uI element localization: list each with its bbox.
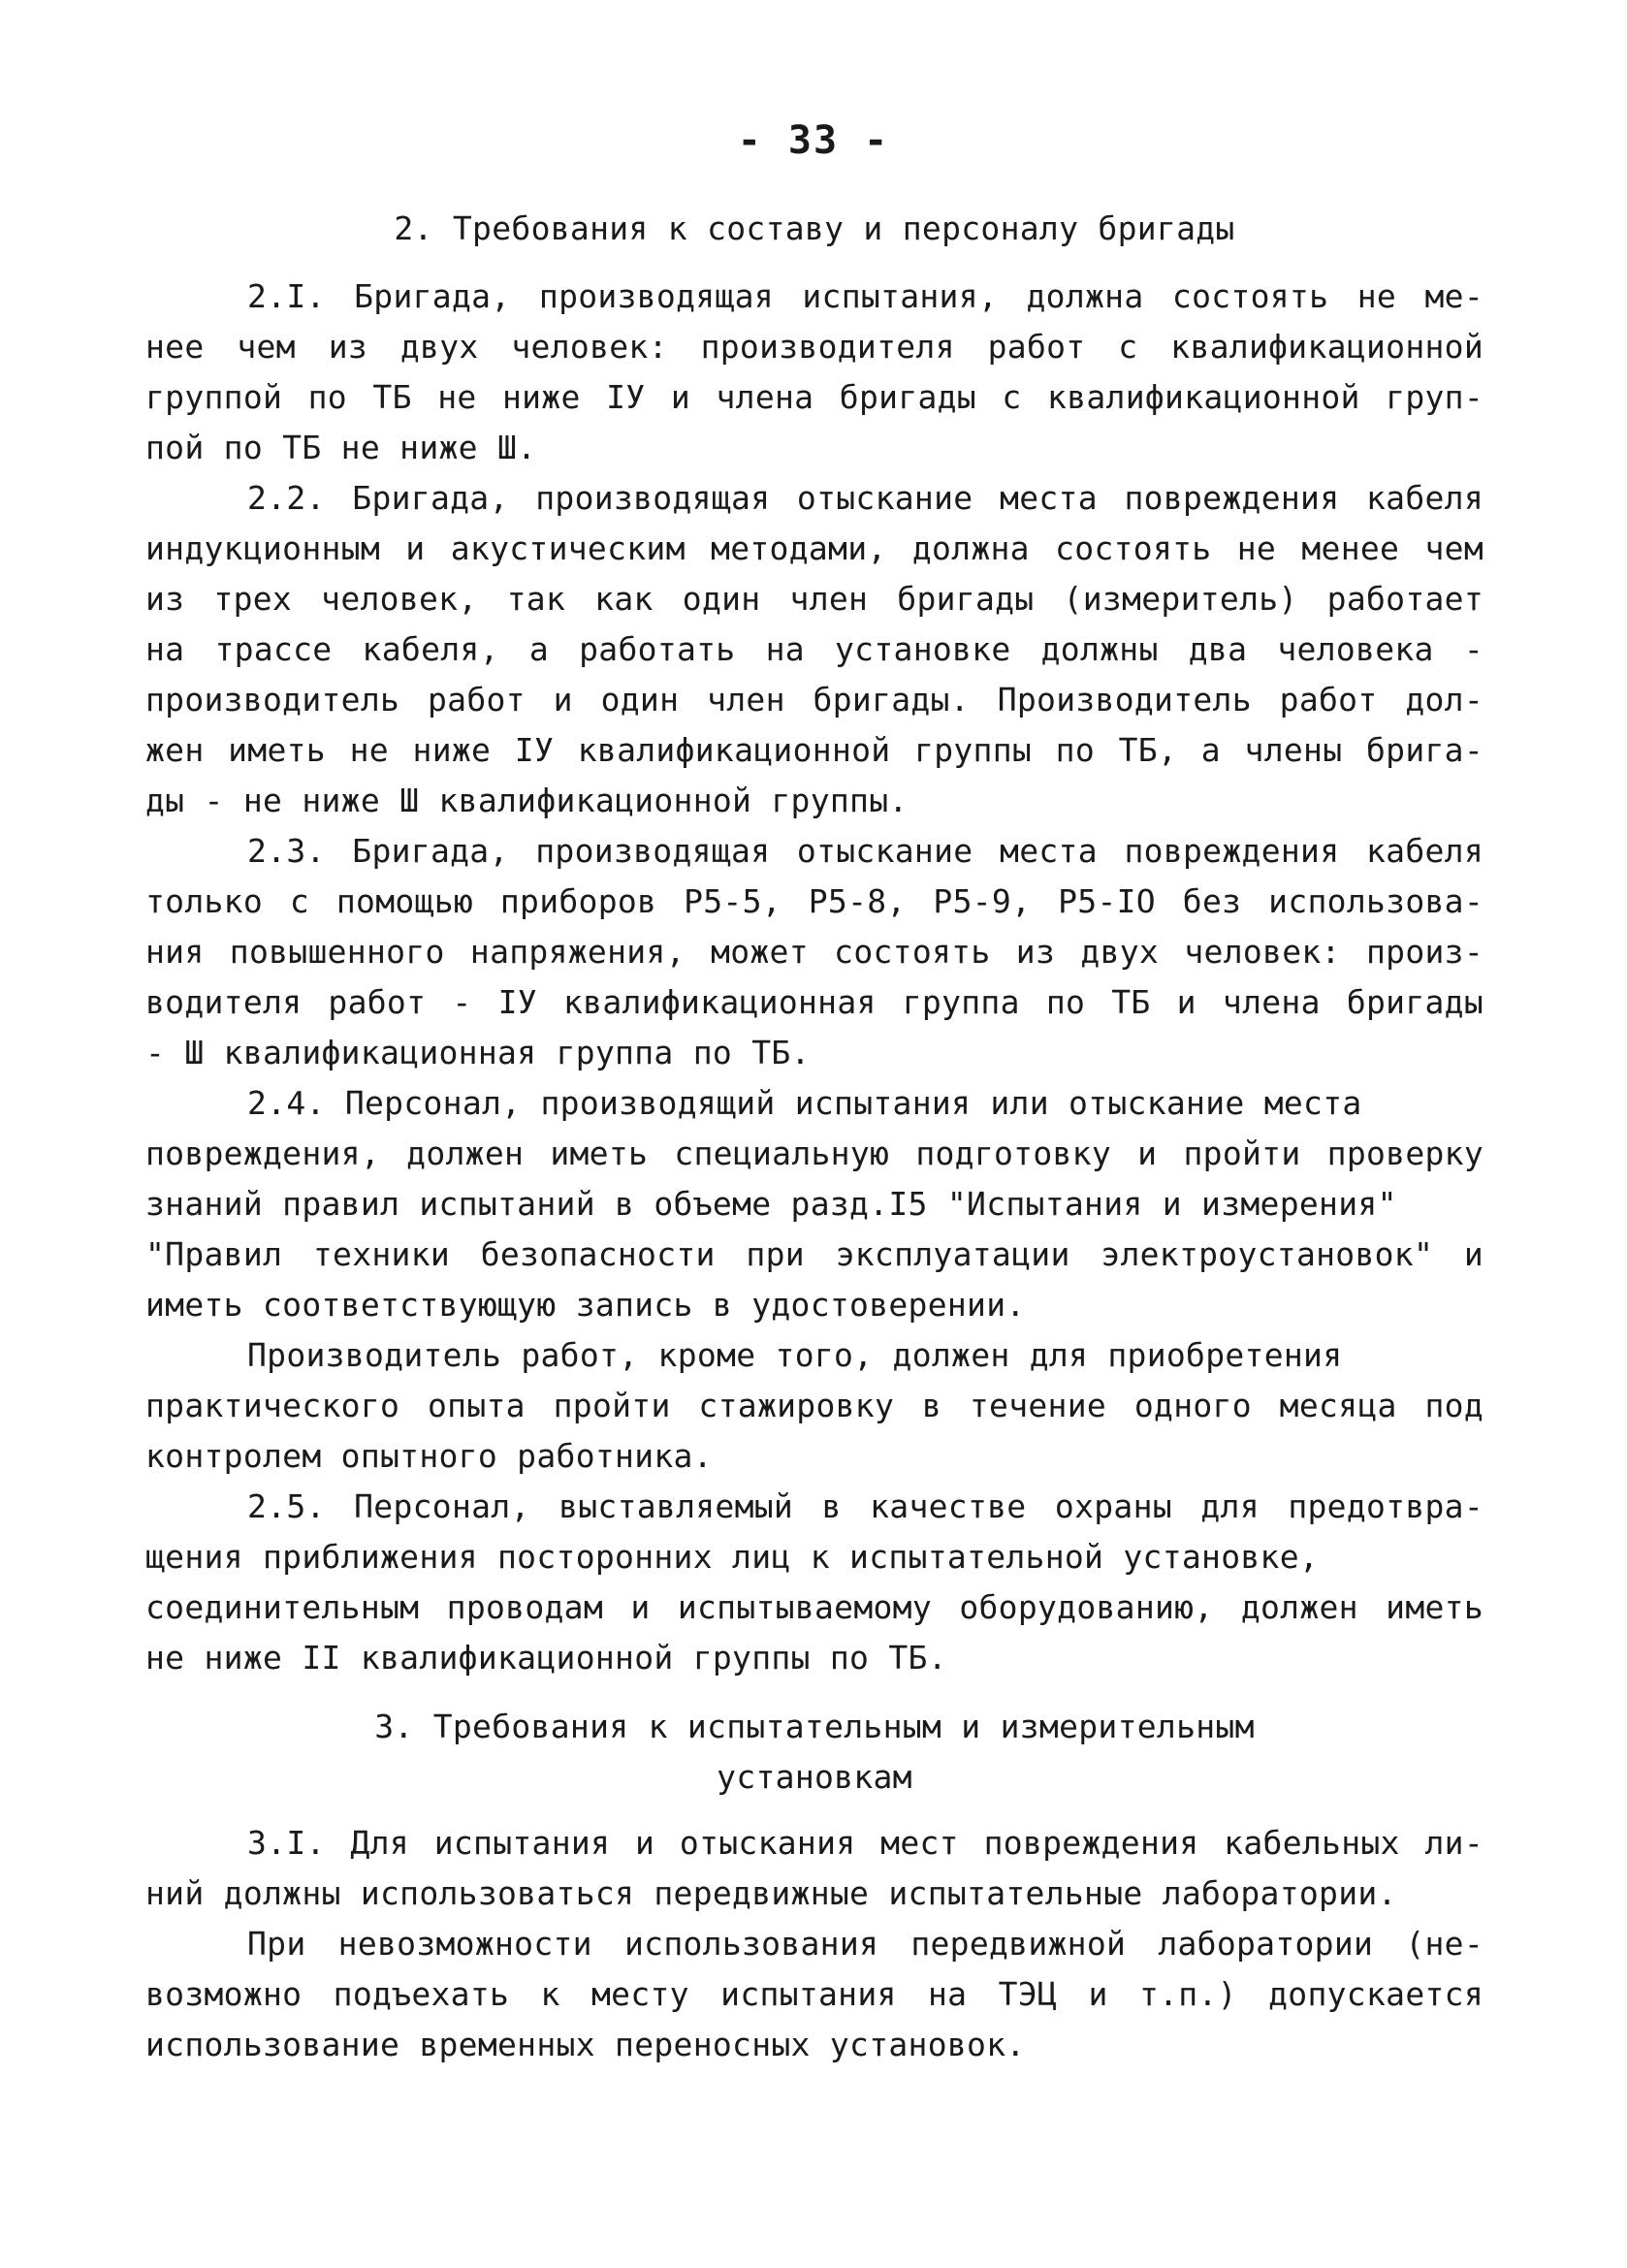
paragraph-line: ды - не ниже Ш квалификационной группы.: [145, 782, 909, 819]
paragraph-line: водителя работ - IУ квалификационная группа по ТБ и члена бригады: [145, 983, 1483, 1021]
paragraph-line: 2.4. Персонал, производящий испытания или отыскание места: [247, 1084, 1362, 1122]
paragraph-line: повреждения, должен иметь специальную подготовку и пройти проверку: [145, 1134, 1483, 1172]
paragraph-line: только с помощью приборов Р5-5, Р5-8, Р5-9, Р5-IO без использова-: [145, 882, 1483, 920]
section-3-body: [145, 1818, 1483, 2070]
paragraph-line: нее чем из двух человек: производителя работ с квалификационной: [145, 328, 1483, 366]
paragraph-line: контролем опытного работника.: [145, 1437, 713, 1475]
paragraph-line: ний должны использоваться передвижные испытательные лаборатории.: [145, 1874, 1397, 1912]
paragraph-line: 2.I. Бригада, производящая испытания, должна состоять не ме-: [247, 277, 1483, 315]
section-3-heading-block: [145, 1702, 1483, 1803]
paragraph-line: индукционным и акустическим методами, должна состоять не менее чем: [145, 529, 1483, 567]
paragraph-line: 3.I. Для испытания и отыскания мест повреждения кабельных ли-: [247, 1824, 1483, 1862]
paragraph-line: не ниже II квалификационной группы по ТБ.: [145, 1639, 947, 1677]
section-2-body: [145, 272, 1483, 1683]
paragraph-line: знаний правил испытаний в объеме разд.I5 "Испытания и измерения": [145, 1185, 1397, 1223]
paragraph-line: - Ш квалификационная группа по ТБ.: [145, 1034, 811, 1071]
paragraph-line: 2.5. Персонал, выставляемый в качестве охраны для предотвра-: [247, 1487, 1483, 1525]
paragraph-line: пой по ТБ не ниже Ш.: [145, 429, 537, 466]
paragraph-line: "Правил техники безопасности при эксплуатации электроустановок" и: [145, 1235, 1483, 1273]
paragraph-line: При невозможности использования передвижной лаборатории (не-: [247, 1925, 1483, 1963]
paragraph-line: 2.3. Бригада, производящая отыскание места повреждения кабеля: [247, 832, 1483, 870]
page-number: - 33 -: [737, 118, 890, 163]
paragraph-line: иметь соответствующую запись в удостоверении.: [145, 1286, 1026, 1324]
paragraph-line: соединительным проводам и испытываемому оборудованию, должен иметь: [145, 1588, 1483, 1626]
paragraph-line: жен иметь не ниже IУ квалификационной группы по ТБ, а члены брига-: [145, 731, 1483, 769]
paragraph-line: практического опыта пройти стажировку в течение одного месяца под: [145, 1387, 1483, 1424]
paragraph-line: использование временных переносных установок.: [145, 2026, 1026, 2063]
section-2-heading: 2. Требования к составу и персоналу бригады: [394, 209, 1235, 247]
paragraph-line: группой по ТБ не ниже IУ и члена бригады с квалификационной груп-: [145, 378, 1483, 416]
section-3-heading-line-2: установкам: [717, 1758, 912, 1796]
paragraph-line: возможно подъехать к месту испытания на ТЭЦ и т.п.) допускается: [145, 1975, 1483, 2013]
paragraph-line: ния повышенного напряжения, может состоять из двух человек: произ-: [145, 933, 1483, 971]
paragraph-line: щения приближения посторонних лиц к испытательной установке,: [145, 1538, 1320, 1576]
paragraph-line: 2.2. Бригада, производящая отыскание места повреждения кабеля: [247, 479, 1483, 517]
paragraph-line: производитель работ и один член бригады. Производитель работ дол-: [145, 681, 1483, 719]
section-3-heading-line-1: 3. Требования к испытательным и измерительным: [374, 1708, 1255, 1745]
section-2-heading-block: [145, 204, 1483, 254]
paragraph-line: из трех человек, так как один член бригады (измеритель) работает: [145, 580, 1483, 618]
paragraph-line: на трассе кабеля, а работать на установке должны два человека -: [145, 630, 1483, 668]
paragraph-line: Производитель работ, кроме того, должен для приобретения: [247, 1336, 1343, 1374]
